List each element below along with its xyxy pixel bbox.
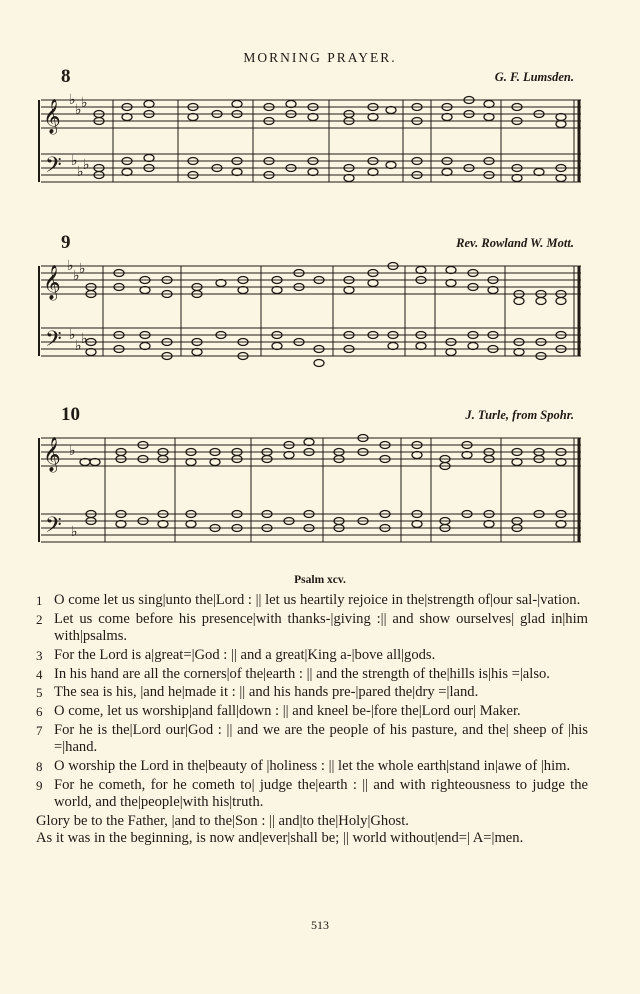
svg-text:♭: ♭ [77,164,84,180]
composer-name: G. F. Lumsden. [494,70,574,84]
svg-text:♭: ♭ [71,524,78,540]
svg-text:♭: ♭ [69,443,76,459]
gloria-line: As it was in the beginning, is now and|ever|shall be; || world without|end=| A=|men. [36,830,524,847]
verse-number: 4 [36,666,43,682]
psalm-verse [36,777,588,812]
verse-number: 9 [36,777,43,793]
verse-number: 1 [36,593,43,608]
verse-number: 5 [36,685,43,701]
verse-number: 2 [36,611,43,627]
verse-text: O come let us sing|unto the|Lord : || let us heartily rejoice in the|strength of|our sal-|vation. [54,592,581,608]
verse-number: 8 [36,758,43,774]
svg-text:♭: ♭ [79,261,86,277]
psalm-verse [36,592,588,610]
verse-number: 6 [36,703,43,719]
psalm-verse [36,758,588,776]
verse-text: The sea is his, |and he|made it : || and his hands pre-|pared the|dry =|land. [54,684,479,701]
svg-text:𝄞: 𝄞 [43,99,61,134]
chant-score [33,430,593,555]
verse-text: For he is the|Lord our|God : || and we are the people of his pasture, and the| sheep of |his =|hand. [54,721,588,756]
svg-text:♭: ♭ [83,157,90,173]
page-number: 513 [311,918,329,932]
svg-text:♭: ♭ [81,331,88,347]
svg-text:♭: ♭ [71,153,78,169]
svg-text:𝄢: 𝄢 [45,513,62,543]
verse-number: 7 [36,722,43,738]
svg-text:𝄞: 𝄞 [43,265,61,300]
svg-text:♭: ♭ [67,258,74,274]
psalm-title: Psalm xcv. [294,574,346,586]
chant-number: 8 [61,66,71,87]
psalm-verse [36,722,588,757]
psalm-text [36,592,588,848]
svg-text:𝄞: 𝄞 [43,437,61,472]
gloria-line: Glory be to the Father, |and to the|Son : || and|to the|Holy|Ghost. [36,812,409,829]
chant-number: 9 [61,232,71,253]
verse-text: For he cometh, for he cometh to| judge the|earth : || and with righteousness to judge the world, and the|people|with his|truth. [54,776,588,810]
svg-text:𝄢: 𝄢 [45,153,62,183]
svg-text:♭: ♭ [75,338,82,354]
psalm-verse [36,666,588,684]
composer-name: J. Turle, from Spohr. [465,408,574,422]
verse-text: O come, let us worship|and fall|down : || and kneel be-|fore the|Lord our| Maker. [54,702,521,719]
svg-text:𝄢: 𝄢 [45,327,62,357]
verse-text: Let us come before his presence|with thanks-|giving :|| and show ourselves| glad in|him with|psalms. [54,610,588,645]
svg-text:♭: ♭ [73,268,80,284]
svg-text:♭: ♭ [69,327,76,343]
svg-text:♭: ♭ [75,102,82,118]
verse-number: 3 [36,647,43,663]
psalm-verse [36,684,588,702]
chant-score [33,258,593,378]
verse-text: For the Lord is a|great=|God : || and a great|King a-|bove all|gods. [54,646,436,663]
verse-text: O worship the Lord in the|beauty of |holiness : || let the whole earth|stand in|awe of |him. [54,757,571,774]
psalm-verse [36,611,588,646]
chant-score [33,92,593,207]
verse-text: In his hand are all the corners|of the|earth : || and the strength of the|hills is|his =|also. [54,665,550,682]
chant-number: 10 [61,404,80,425]
running-head: MORNING PRAYER. [243,50,397,65]
psalm-verse [36,647,588,665]
svg-text:♭: ♭ [69,92,76,108]
svg-text:♭: ♭ [81,95,88,111]
composer-name: Rev. Rowland W. Mott. [456,236,574,250]
psalm-verse [36,703,588,721]
